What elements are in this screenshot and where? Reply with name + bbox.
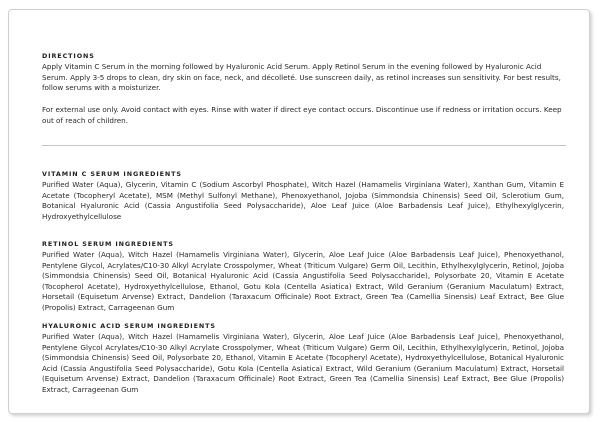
vitamin-c-heading: VITAMIN C SERUM INGREDIENTS — [42, 170, 182, 178]
directions-heading: DIRECTIONS — [42, 52, 95, 60]
retinol-heading: RETINOL SERUM INGREDIENTS — [42, 240, 174, 248]
label-card — [8, 9, 590, 414]
warning-text: For external use only. Avoid contact with eyes. Rinse with water if direct eye contact occurs. Discontinue use if redness or irritation occurs. Keep out of reach of children. — [42, 105, 562, 125]
retinol-ingredients: Purified Water (Aqua), Witch Hazel (Hamamelis Virginiana Water), Glycerin, Aloe Leaf Juice (Aloe Barbadensis Leaf Juice), Phenoxyethanol, Pentylene Glycol, Acrylates/C10-30 Alkyl Acrylate Crosspolymer, Wheat (Triticum Vulgare) Germ Oil, Lecithin, Ethylhexylglycerin, Retinol, Jojoba (Simmondsia Chinensis) Seed Oil, Botanical Hyaluronic Acid (Cassia Angustifolia Seed Polysaccharide), Polysorbate 20, Vitamin E Acetate (Tocopherol Acetate), Hydroxyethylcellulose, Ethanol, Gotu Kola (Centella Asiatica) Extract, Wild Geranium (Geranium Maculatum) Extract, Horsetail (Equisetum Arvense) Extract, Dandelion (Taraxacum Officinale) Root Extract, Green Tea (Camellia Sinensis) Leaf Extract, Bee Glue (Propolis) Extract, Carrageenan Gum — [42, 250, 564, 312]
hyaluronic-heading: HYALURONIC ACID SERUM INGREDIENTS — [42, 322, 216, 330]
section-divider — [42, 145, 566, 146]
directions-text: Apply Vitamin C Serum in the morning followed by Hyaluronic Acid Serum. Apply Retinol Serum in the evening followed by Hyaluronic Acid Serum. Apply 3-5 drops to clean, dry skin on face, neck, and décolleté. Use sunscreen daily, as retinol increases sun sensitivity. For best results, follow serums with a moisturizer. — [42, 62, 561, 93]
vitamin-c-ingredients: Purified Water (Aqua), Glycerin, Vitamin C (Sodium Ascorbyl Phosphate), Witch Hazel (Hamamelis Virginiana Water), Xanthan Gum, Vitamin E Acetate (Tocopheryl Acetate), MSM (Methyl Sulfonyl Methane), Phenoxyethanol, Jojoba (Simmondsia Chinensis) Seed Oil, Sclerotium Gum, Botanical Hyaluronic Acid (Cassia Angustifolia Seed Polysaccharide), Aloe Leaf Juice (Aloe Barbadensis Leaf Juice), Ethylhexylglycerin, Hydroxyethylcellulose — [42, 180, 564, 221]
hyaluronic-ingredients: Purified Water (Aqua), Witch Hazel (Hamamelis Virginiana Water), Glycerin, Aloe Leaf Juice (Aloe Barbadensis Leaf Juice), Phenoxyethanol, Pentylene Glycol Acrylates/C10-30 Alkyl Acrylate Crosspolymer, Wheat (Triticum Vulgare) Germ Oil, Lecithin, Ethylhexylglycerin, Retinol, Jojoba (Simmondsia Chinensis) Seed Oil, Polysorbate 20, Ethanol, Vitamin E Acetate (Tocopheryl Acetate), Hydroxyethylcellulose, Botanical Hyaluronic Acid (Cassia Angustifolia Seed Polysaccharide), Gotu Kola (Centella Asiatica) Extract, Wild Geranium (Geranium Maculatum) Extract, Horsetail (Equisetum Arvense) Extract, Dandelion (Taraxacum Officinale) Root Extract, Green Tea (Camellia Sinensis) Leaf Extract, Bee Glue (Propolis) Extract, Carrageenan Gum — [42, 332, 564, 394]
